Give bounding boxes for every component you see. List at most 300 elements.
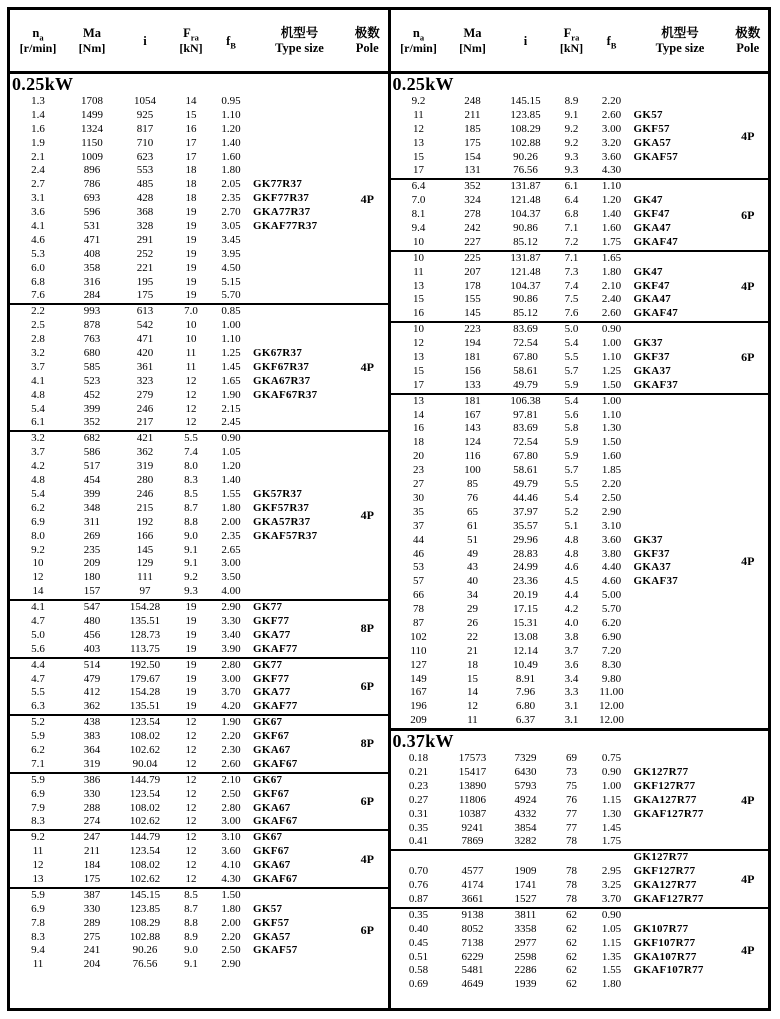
pole-label: 4P xyxy=(360,851,374,866)
cell-fra: 5.8 xyxy=(564,422,579,435)
cell-na: 66 xyxy=(413,589,424,602)
cell-ma: 348 xyxy=(83,501,101,514)
cell-na: 57 xyxy=(413,575,424,588)
cell-i: 145.15 xyxy=(129,888,161,901)
cell-type: GK127R77 xyxy=(633,765,689,778)
cell-type: GK37 xyxy=(633,337,663,350)
cell-fra: 12 xyxy=(185,831,197,844)
cell-na: 7.8 xyxy=(31,916,45,929)
cell-na: 4.6 xyxy=(31,233,45,246)
cell-fra: 11 xyxy=(185,360,197,373)
cell-na: 0.51 xyxy=(408,950,429,963)
cell-fra: 14 xyxy=(185,95,197,107)
cell-i: 67.80 xyxy=(513,450,538,463)
cell-i: 361 xyxy=(136,360,154,373)
cell-i: 135.51 xyxy=(129,700,161,713)
cell-type xyxy=(633,436,728,450)
cell-i: 123.54 xyxy=(129,716,161,729)
cell-fb: 1.80 xyxy=(221,164,241,177)
cell-fra: 5.4 xyxy=(564,491,579,504)
cell-i: 166 xyxy=(136,529,154,542)
cell-fra: 5.9 xyxy=(564,378,579,391)
cell-ma: 225 xyxy=(464,251,481,264)
cell-fra: 19 xyxy=(185,275,197,288)
cell-fra: 19 xyxy=(185,642,197,655)
cell-i: 24.99 xyxy=(513,561,538,574)
cell-ma: 12 xyxy=(467,700,478,713)
cell-i: 421 xyxy=(136,432,154,445)
header-pole: 极数 Pole xyxy=(354,26,380,55)
cell-na: 5.4 xyxy=(31,487,45,500)
cell-i: 553 xyxy=(136,164,154,177)
cell-fra: 19 xyxy=(185,700,197,713)
cell-na: 0.45 xyxy=(408,936,429,949)
pole-label: 4P xyxy=(741,793,755,808)
cell-na: 3.6 xyxy=(31,206,45,219)
cell-fra: 7.1 xyxy=(564,251,579,264)
cell-na: 3.2 xyxy=(31,432,45,445)
cell-type: GKAF57 xyxy=(633,150,679,163)
cell-fra: 9.0 xyxy=(184,529,198,542)
cell-na: 14 xyxy=(413,408,424,421)
cell-fb: 3.45 xyxy=(221,233,241,246)
cell-ma: 248 xyxy=(464,95,481,107)
cell-type: GKAF77 xyxy=(253,642,298,655)
cell-ma: 585 xyxy=(83,360,101,373)
cell-i: 97.81 xyxy=(513,408,538,421)
cell-type: GKAF47 xyxy=(633,307,679,320)
cell-type xyxy=(252,164,347,178)
cell-type: GKA67 xyxy=(253,743,291,756)
header-ratio: i xyxy=(143,33,147,48)
cell-ma: 21 xyxy=(467,644,478,657)
cell-i: 102.62 xyxy=(129,743,161,756)
cell-fra: 9.3 xyxy=(564,150,579,163)
cell-fra: 12 xyxy=(185,872,197,885)
cell-ma: 9241 xyxy=(461,821,484,834)
cell-type: GKF67 xyxy=(253,845,290,858)
section-power-label: 0.25kW xyxy=(12,74,74,94)
cell-i: 1909 xyxy=(514,865,537,878)
cell-type: GKA67 xyxy=(253,859,291,872)
header-na: $n_a$ [r/min] xyxy=(400,26,437,56)
cell-na: 1.9 xyxy=(31,136,45,149)
cell-na: 10 xyxy=(32,557,44,570)
cell-ma: 680 xyxy=(83,347,101,360)
cell-i: 37.97 xyxy=(513,505,538,518)
gear-block xyxy=(391,95,769,178)
cell-na: 13 xyxy=(413,279,424,292)
left-sections xyxy=(10,74,388,1008)
cell-i: 131.87 xyxy=(510,251,541,264)
cell-fb: 1.85 xyxy=(601,464,622,477)
right-sections xyxy=(391,74,769,1008)
cell-i: 1741 xyxy=(514,879,537,892)
cell-type xyxy=(252,958,347,972)
cell-na: 11 xyxy=(32,845,44,858)
cell-fra: 19 xyxy=(185,261,197,274)
cell-type xyxy=(633,822,728,836)
cell-fra: 9.3 xyxy=(564,164,579,177)
cell-i: 1054 xyxy=(134,95,156,107)
cell-i: 217 xyxy=(136,416,154,429)
cell-ma: 184 xyxy=(83,859,101,872)
cell-fra: 9.1 xyxy=(184,557,198,570)
cell-type xyxy=(252,319,347,333)
cell-i: 131.87 xyxy=(510,180,541,193)
gear-block xyxy=(391,252,769,321)
cell-type: GK77R37 xyxy=(253,178,303,191)
cell-ma: 438 xyxy=(83,716,101,729)
cell-na: 0.21 xyxy=(408,765,429,778)
cell-i: 121.48 xyxy=(510,265,541,278)
cell-fra: 5.5 xyxy=(564,478,579,491)
cell-fra: 78 xyxy=(566,892,577,905)
cell-fb: 3.20 xyxy=(601,136,622,149)
cell-na: 4.8 xyxy=(31,388,45,401)
cell-fra: 8.9 xyxy=(184,930,198,943)
cell-ma: 17573 xyxy=(458,752,487,765)
cell-type: GK67R37 xyxy=(253,347,303,360)
cell-na: 1.6 xyxy=(31,122,45,135)
cell-type xyxy=(633,520,728,534)
cell-ma: 7869 xyxy=(461,835,484,848)
cell-fb: 3.60 xyxy=(601,150,622,163)
cell-ma: 15 xyxy=(467,672,478,685)
cell-type xyxy=(633,478,728,492)
cell-i: 925 xyxy=(136,108,154,121)
cell-fb: 2.20 xyxy=(221,930,241,943)
header-fb: $f_B$ xyxy=(226,33,236,50)
cell-fb: 1.15 xyxy=(601,793,622,806)
cell-fra: 11 xyxy=(185,347,197,360)
cell-fra: 5.6 xyxy=(564,408,579,421)
cell-i: 85.12 xyxy=(513,235,538,248)
cell-type xyxy=(252,446,347,460)
gear-block xyxy=(391,323,769,392)
cell-na: 15 xyxy=(413,150,424,163)
pole-label: 4P xyxy=(741,553,755,568)
cell-type xyxy=(252,432,347,446)
cell-type: GKA127R77 xyxy=(633,793,697,806)
cell-ma: 412 xyxy=(83,686,101,699)
cell-ma: 763 xyxy=(83,333,101,346)
cell-fra: 19 xyxy=(185,601,197,614)
cell-na: 6.2 xyxy=(31,743,45,756)
cell-fra: 5.7 xyxy=(564,464,579,477)
cell-fra: 62 xyxy=(566,950,577,963)
cell-ma: 209 xyxy=(83,557,101,570)
cell-fb: 1.45 xyxy=(601,821,622,834)
cell-fb: 2.45 xyxy=(221,416,241,429)
cell-ma: 155 xyxy=(464,293,481,306)
cell-fra: 4.8 xyxy=(564,533,579,546)
cell-ma: 235 xyxy=(83,543,101,556)
cell-i: 175 xyxy=(136,289,154,302)
gear-block xyxy=(10,305,388,430)
cell-fra: 18 xyxy=(185,178,197,191)
cell-fra: 4.6 xyxy=(564,561,579,574)
cell-type: GKA47 xyxy=(633,293,672,306)
cell-na: 9.4 xyxy=(31,944,45,957)
cell-fb: 1.00 xyxy=(221,319,241,332)
cell-na: 9.4 xyxy=(411,222,426,235)
cell-i: 221 xyxy=(136,261,154,274)
cell-ma: 456 xyxy=(83,628,101,641)
cell-ma: 9138 xyxy=(461,908,484,921)
cell-fb: 2.00 xyxy=(221,515,241,528)
cell-type xyxy=(633,673,728,687)
cell-fra: 12 xyxy=(185,845,197,858)
cell-i: 29.96 xyxy=(513,533,538,546)
cell-fb: 3.05 xyxy=(221,220,241,233)
cell-fb: 1.60 xyxy=(221,150,241,163)
cell-i: 323 xyxy=(136,374,154,387)
cell-fra: 10 xyxy=(185,319,197,332)
cell-fb: 2.35 xyxy=(221,529,241,542)
cell-ma: 43 xyxy=(467,561,478,574)
cell-na: 10 xyxy=(413,235,424,248)
cell-type xyxy=(252,276,347,290)
cell-fra: 10 xyxy=(185,333,197,346)
cell-type: GKA57R37 xyxy=(253,515,311,528)
cell-fra: 7.4 xyxy=(184,446,198,459)
cell-type: GKF107R77 xyxy=(633,936,696,949)
cell-na: 4.1 xyxy=(31,374,45,387)
cell-type xyxy=(633,409,728,423)
cell-fra: 4.5 xyxy=(564,575,579,588)
cell-na: 4.4 xyxy=(31,658,45,671)
cell-na: 11 xyxy=(32,958,44,971)
gear-block xyxy=(10,95,388,303)
cell-type xyxy=(252,95,347,109)
cell-i: 49.79 xyxy=(513,478,538,491)
cell-fra: 5.0 xyxy=(564,323,579,336)
cell-ma: 8052 xyxy=(461,922,484,935)
cell-ma: 241 xyxy=(83,944,101,957)
cell-fra: 12 xyxy=(185,743,197,756)
cell-na: 78 xyxy=(413,603,424,616)
cell-fra: 5.7 xyxy=(564,364,579,377)
cell-na: 87 xyxy=(413,616,424,629)
cell-ma: 514 xyxy=(83,658,101,671)
cell-type: GKAF67 xyxy=(253,872,298,885)
cell-i xyxy=(499,851,553,865)
cell-fb: 1.20 xyxy=(221,460,241,473)
cell-type xyxy=(633,450,728,464)
cell-type xyxy=(252,403,347,417)
cell-fra: 78 xyxy=(566,865,577,878)
cell-type: GKAF77R37 xyxy=(253,220,318,233)
cell-na: 44 xyxy=(413,533,424,546)
cell-ma: 289 xyxy=(83,916,101,929)
cell-i: 192.50 xyxy=(129,658,161,671)
cell-fra: 19 xyxy=(185,628,197,641)
cell-type xyxy=(252,416,347,430)
cell-fb: 2.60 xyxy=(601,108,622,121)
cell-fb: 1.80 xyxy=(221,902,241,915)
cell-fb: 1.25 xyxy=(221,347,241,360)
cell-fb: 1.20 xyxy=(221,122,241,135)
cell-type xyxy=(252,571,347,585)
cell-i: 420 xyxy=(136,347,154,360)
cell-type xyxy=(633,714,728,728)
cell-ma: 1150 xyxy=(81,136,103,149)
header-type-size: 机型号 Type size xyxy=(655,26,705,55)
cell-fra: 12 xyxy=(185,815,197,828)
cell-ma: 275 xyxy=(83,930,101,943)
cell-fb: 3.00 xyxy=(221,557,241,570)
cell-type: GKA47 xyxy=(633,222,672,235)
cell-na: 6.3 xyxy=(31,700,45,713)
cell-na: 5.2 xyxy=(31,716,45,729)
cell-i: 28.83 xyxy=(513,547,538,560)
pole-label: 6P xyxy=(360,794,374,809)
cell-ma: 330 xyxy=(83,787,101,800)
cell-na: 46 xyxy=(413,547,424,560)
cell-fb: 1.60 xyxy=(601,222,622,235)
cell-na: 0.76 xyxy=(408,879,429,892)
cell-fra: 3.1 xyxy=(564,700,579,713)
cell-ma: 471 xyxy=(83,233,101,246)
cell-type: GKAF57R37 xyxy=(253,529,318,542)
cell-fra: 9.1 xyxy=(564,108,579,121)
cell-type xyxy=(633,835,728,849)
cell-na: 0.31 xyxy=(408,807,429,820)
cell-fra: 5.4 xyxy=(564,394,579,407)
cell-ma: 223 xyxy=(464,323,481,336)
cell-fb: 1.75 xyxy=(601,835,622,848)
cell-fb: 1.50 xyxy=(601,378,622,391)
cell-na: 16 xyxy=(413,307,424,320)
cell-ma: 85 xyxy=(467,478,478,491)
cell-type xyxy=(633,492,728,506)
cell-ma: 131 xyxy=(464,164,481,177)
cell-fb: 4.30 xyxy=(221,872,241,885)
cell-ma: 274 xyxy=(83,815,101,828)
cell-type: GKAF77 xyxy=(253,700,298,713)
cell-fra: 9.3 xyxy=(184,585,198,598)
cell-i: 542 xyxy=(136,319,154,332)
cell-na: 6.4 xyxy=(411,180,426,193)
cell-type: GKF127R77 xyxy=(633,865,696,878)
gear-block xyxy=(10,659,388,715)
cell-fra: 8.8 xyxy=(184,916,198,929)
cell-fra: 12 xyxy=(185,801,197,814)
cell-ma xyxy=(447,851,499,865)
column-headers xyxy=(391,10,769,74)
cell-na: 16 xyxy=(413,422,424,435)
cell-na: 7.1 xyxy=(31,757,45,770)
pole-label: 8P xyxy=(360,621,374,636)
cell-ma: 324 xyxy=(464,194,481,207)
cell-fb: 1.65 xyxy=(221,374,241,387)
cell-fb: 0.90 xyxy=(601,908,622,921)
cell-na: 149 xyxy=(410,672,427,685)
cell-type: GKF47 xyxy=(633,279,670,292)
cell-fra: 75 xyxy=(566,779,577,792)
cell-ma: 386 xyxy=(83,773,101,786)
cell-na: 7.0 xyxy=(411,194,426,207)
cell-fb: 2.95 xyxy=(601,865,622,878)
cell-na: 8.3 xyxy=(31,815,45,828)
cell-type: GKA107R77 xyxy=(633,950,697,963)
cell-fb: 3.00 xyxy=(601,122,622,135)
cell-fra: 12 xyxy=(185,388,197,401)
cell-type: GK47 xyxy=(633,265,663,278)
pole-label: 4P xyxy=(741,871,755,886)
cell-na: 196 xyxy=(410,700,427,713)
header-type-size: 机型号 Type size xyxy=(275,26,324,55)
cell-ma: 181 xyxy=(464,394,481,407)
cell-ma: 154 xyxy=(464,150,481,163)
cell-ma: 358 xyxy=(83,261,101,274)
cell-fra: 3.1 xyxy=(564,714,579,727)
cell-fra: 12 xyxy=(185,859,197,872)
cell-fb: 2.90 xyxy=(221,958,241,971)
cell-ma: 14 xyxy=(467,686,478,699)
cell-i: 3358 xyxy=(514,922,537,935)
cell-fra: 5.2 xyxy=(564,505,579,518)
cell-fb: 6.90 xyxy=(601,630,622,643)
cell-fb: 1.35 xyxy=(601,950,622,963)
cell-ma: 399 xyxy=(83,402,101,415)
cell-fb: 3.90 xyxy=(221,642,241,655)
cell-na: 0.69 xyxy=(408,978,429,991)
cell-type: GK77 xyxy=(253,658,283,671)
cell-type: GK67 xyxy=(253,716,283,729)
cell-i: 102.62 xyxy=(129,815,161,828)
cell-fra: 7.4 xyxy=(564,279,579,292)
header-ma: Ma [Nm] xyxy=(78,26,106,56)
cell-i: 145 xyxy=(136,543,154,556)
cell-fra: 73 xyxy=(566,765,577,778)
cell-na: 6.0 xyxy=(31,261,45,274)
cell-type: GK57 xyxy=(633,108,663,121)
cell-na: 127 xyxy=(410,658,427,671)
cell-na: 209 xyxy=(410,714,427,727)
cell-fb: 2.10 xyxy=(601,279,622,292)
cell-fb: 1.80 xyxy=(601,978,622,991)
cell-type: GK107R77 xyxy=(633,922,689,935)
cell-type: GKAF47 xyxy=(633,235,679,248)
cell-i: 623 xyxy=(136,150,154,163)
cell-fra: 7.5 xyxy=(564,293,579,306)
cell-na: 110 xyxy=(410,644,427,657)
cell-na: 2.2 xyxy=(31,305,45,318)
cell-ma: 15417 xyxy=(458,765,487,778)
cell-i: 710 xyxy=(136,136,154,149)
header-fb: $f_B$ xyxy=(606,33,617,50)
cell-type: GK47 xyxy=(633,194,663,207)
cell-type: GKAF67 xyxy=(253,757,298,770)
cell-fb: 3.70 xyxy=(221,686,241,699)
cell-i: 102.88 xyxy=(129,930,161,943)
cell-fb: 2.60 xyxy=(601,307,622,320)
cell-i: 7329 xyxy=(514,752,537,765)
cell-ma: 180 xyxy=(83,571,101,584)
cell-type xyxy=(252,248,347,262)
cell-ma: 586 xyxy=(83,446,101,459)
cell-type: GKF37 xyxy=(633,351,670,364)
cell-i: 179.67 xyxy=(129,672,161,685)
cell-i: 154.28 xyxy=(129,686,161,699)
cell-na: 102 xyxy=(410,630,427,643)
cell-fra: 7.1 xyxy=(564,222,579,235)
cell-fb: 2.90 xyxy=(221,601,241,614)
cell-fb: 1.25 xyxy=(601,364,622,377)
cell-fb: 12.00 xyxy=(599,714,624,727)
